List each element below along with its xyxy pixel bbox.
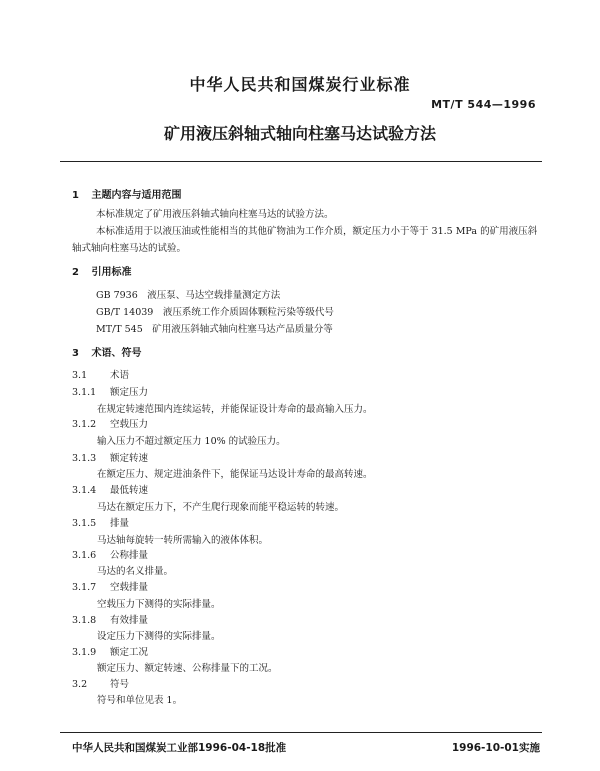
reference-item: MT/T 545 矿用液压斜轴式轴向柱塞马达产品质量分等	[96, 324, 333, 335]
subsection-number: 3.1	[72, 370, 88, 381]
term-definition: 马达的名义排量。	[97, 566, 174, 577]
subsection-3-1	[72, 367, 129, 381]
section-title: 主题内容与适用范围	[91, 190, 182, 201]
term-name: 排量	[110, 518, 130, 529]
term-name: 空载排量	[110, 582, 149, 593]
section-1-paragraph: 本标准规定了矿用液压斜轴式轴向柱塞马达的试验方法。	[96, 209, 334, 220]
term-heading	[72, 612, 148, 626]
term-heading	[72, 450, 148, 464]
term-heading	[72, 482, 148, 496]
term-name: 空载压力	[110, 419, 149, 430]
term-number: 3.1.6	[72, 550, 97, 561]
term-definition: 空载压力下测得的实际排量。	[97, 599, 221, 610]
term-number: 3.1.1	[72, 387, 97, 398]
term-definition: 设定压力下测得的实际排量。	[97, 631, 221, 642]
term-heading	[72, 515, 129, 529]
section-1-paragraph: 本标准适用于以液压油或性能相当的其他矿物油为工作介质，额定压力小于等于 31.5 MPa 的矿用液压斜轴式轴向柱塞马达的试验。	[72, 226, 538, 254]
term-name: 额定压力	[110, 387, 149, 398]
term-heading	[72, 416, 148, 430]
section-title: 术语、符号	[91, 348, 142, 359]
term-number: 3.1.7	[72, 582, 97, 593]
term-number: 3.1.2	[72, 419, 97, 430]
term-name: 额定工况	[110, 647, 149, 658]
section-title: 引用标准	[91, 267, 132, 278]
document-title: 矿用液压斜轴式轴向柱塞马达试验方法	[163, 124, 436, 143]
section-1-heading	[72, 186, 181, 201]
term-heading	[72, 384, 148, 398]
standard-code: MT/T 544—1996	[431, 98, 536, 111]
term-number: 3.1.9	[72, 647, 97, 658]
implementation-date: 1996-10-01实施	[451, 742, 540, 754]
term-number: 3.1.4	[72, 485, 97, 496]
term-heading	[72, 644, 148, 658]
term-definition: 马达轴每旋转一转所需输入的液体体积。	[97, 535, 269, 546]
term-number: 3.1.3	[72, 453, 97, 464]
term-definition: 额定压力、额定转速、公称排量下的工况。	[97, 663, 278, 674]
term-definition: 在规定转速范围内连续运转，并能保证设计寿命的最高输入压力。	[97, 404, 373, 415]
term-name: 公称排量	[110, 550, 149, 561]
symbols-reference: 符号和单位见表 1。	[97, 695, 183, 706]
section-2-heading	[72, 263, 131, 278]
subsection-label: 术语	[110, 370, 130, 381]
term-definition: 输入压力不超过额定压力 10% 的试验压力。	[97, 436, 286, 447]
term-number: 3.1.8	[72, 615, 97, 626]
term-name: 有效排量	[110, 615, 149, 626]
term-definition: 在额定压力、规定进油条件下，能保证马达设计寿命的最高转速。	[97, 469, 373, 480]
section-3-heading	[72, 344, 141, 359]
term-definition: 马达在额定压力下，不产生爬行现象而能平稳运转的转速。	[97, 502, 345, 513]
header-divider	[60, 161, 542, 162]
subsection-number: 3.2	[72, 679, 88, 690]
section-number: 2	[72, 267, 79, 278]
subsection-3-2	[72, 676, 129, 690]
approval-line: 中华人民共和国煤炭工业部1996-04-18批准	[72, 742, 287, 754]
term-number: 3.1.5	[72, 518, 97, 529]
term-name: 最低转速	[110, 485, 149, 496]
reference-item: GB 7936 液压泵、马达空载排量测定方法	[96, 290, 281, 301]
footer-divider	[60, 732, 542, 733]
subsection-label: 符号	[110, 679, 130, 690]
issuing-organization: 中华人民共和国煤炭行业标准	[189, 75, 411, 94]
section-number: 1	[72, 190, 79, 201]
term-heading	[72, 547, 148, 561]
term-name: 额定转速	[110, 453, 149, 464]
reference-item: GB/T 14039 液压系统工作介质固体颗粒污染等级代号	[96, 307, 334, 318]
section-number: 3	[72, 348, 79, 359]
term-heading	[72, 579, 148, 593]
